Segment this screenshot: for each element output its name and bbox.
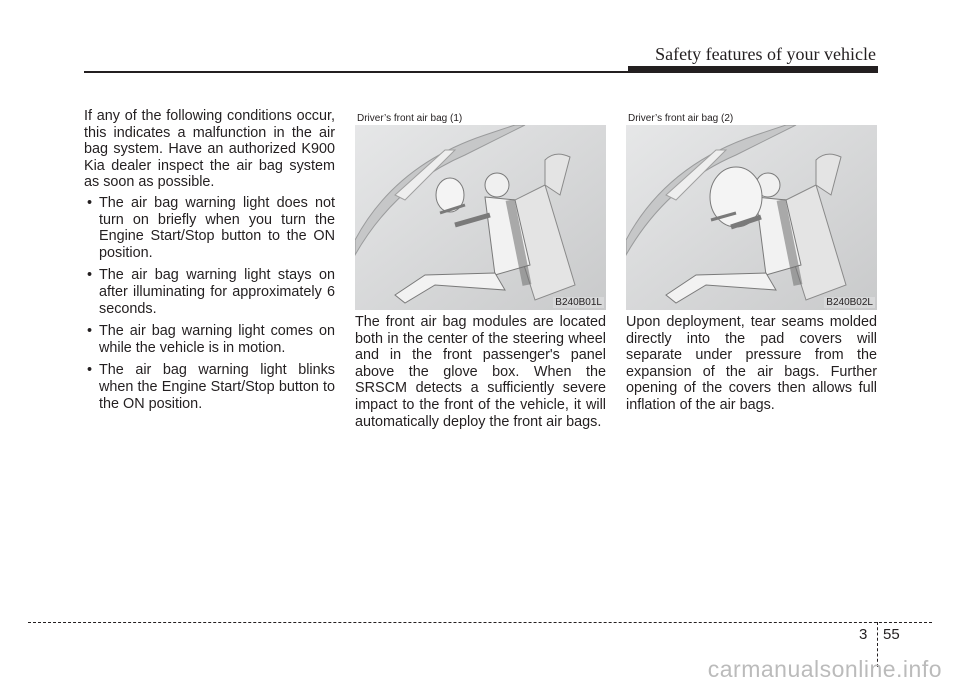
list-item-text: The air bag warning light blinks when the Engine Start/Stop button to the ON position. bbox=[99, 362, 335, 412]
left-column bbox=[84, 108, 335, 418]
watermark: carmanualsonline.info bbox=[707, 656, 942, 682]
list-item-text: The air bag warning light stays on after illuminating for approximately 6 seconds. bbox=[99, 267, 335, 317]
list-item bbox=[84, 195, 335, 261]
list-item-text: The air bag warning light does not turn on briefly when you turn the Engine Start/Stop button to the ON position. bbox=[99, 194, 335, 261]
airbag-deployment-paragraph: Upon deployment, tear seams molded directly into the pad covers will separate under pressure from the expansion of the air bags. Further opening of the covers then allows full inflation of the air bags. bbox=[626, 314, 877, 413]
airbag-illustration bbox=[626, 125, 877, 310]
page-number: 55 bbox=[883, 626, 900, 643]
intro-paragraph: If any of the following conditions occur, this indicates a malfunction in the air bag system. Have an authorized K900 Kia dealer inspect the air bag system as soon as possible. bbox=[84, 108, 335, 191]
figure-caption: Driver’s front air bag (2) bbox=[628, 113, 734, 124]
bullet-icon: • bbox=[87, 323, 93, 340]
middle-column bbox=[355, 314, 606, 434]
figure-code: B240B02L bbox=[826, 297, 873, 308]
figure-caption: Driver’s front air bag (1) bbox=[357, 113, 463, 124]
airbag-illustration-art bbox=[626, 125, 877, 310]
figure-airbag-2 bbox=[626, 113, 877, 310]
bullet-icon: • bbox=[87, 194, 93, 211]
figure-airbag-1 bbox=[355, 113, 606, 310]
airbag-location-paragraph: The front air bag modules are located both in the center of the steering wheel and in the front passenger's panel above the glove box. When the SRSCM detects a sufficiently severe impact to the front of the vehicle, it will automatically deploy the front air bags. bbox=[355, 314, 606, 430]
bullet-icon: • bbox=[87, 267, 93, 284]
chapter-number: 3 bbox=[859, 626, 868, 643]
airbag-illustration bbox=[355, 125, 606, 310]
header-rule bbox=[84, 71, 878, 73]
airbag-illustration-art bbox=[355, 125, 606, 310]
section-title: Safety features of your vehicle bbox=[655, 44, 876, 64]
right-column bbox=[626, 314, 877, 418]
list-item bbox=[84, 267, 335, 317]
list-item-text: The air bag warning light comes on while the vehicle is in motion. bbox=[99, 323, 335, 356]
malfunction-list bbox=[84, 195, 335, 412]
footer-rule bbox=[28, 622, 932, 623]
list-item bbox=[84, 323, 335, 356]
list-item bbox=[84, 362, 335, 412]
figure-code: B240B01L bbox=[555, 297, 602, 308]
bullet-icon: • bbox=[87, 362, 93, 379]
